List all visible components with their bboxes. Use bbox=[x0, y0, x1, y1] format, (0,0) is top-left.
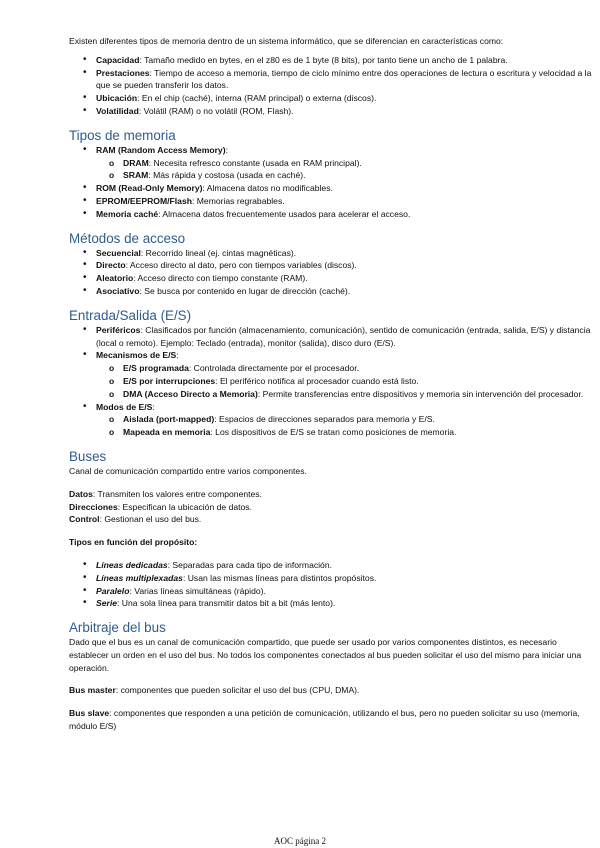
list-item: • Líneas dedicadas: Separadas para cada tipo de información. bbox=[69, 559, 592, 572]
list-item: • Modos de E/S: o Aislada (port-mapped): Espacios de direcciones separados para memoria y E/S. o Mapeada en memoria: Los dispositivos de E/S se tratan como posiciones de memoria. bbox=[69, 401, 592, 439]
io-mechanisms-sublist bbox=[69, 362, 592, 400]
bus-line-control: Control: Gestionan el uso del bus. bbox=[69, 514, 202, 525]
page-content bbox=[69, 35, 592, 733]
intro-paragraph: Existen diferentes tipos de memoria dentro de un sistema informático, que se diferencian en características como: bbox=[69, 36, 504, 46]
list-item: • Mecanismos de E/S: o E/S programada: Controlada directamente por el procesador. o E/S por interrupciones: El periférico notifica al procesador cuando está listo. o DMA (Acceso Directo a Memoria): Permite transferencias entre dispositivos y memoria sin intervención del procesador. bbox=[69, 349, 592, 400]
list-item: • Directo: Acceso directo al dato, pero con tiempos variables (discos). bbox=[69, 259, 592, 272]
bus-line-direcciones: Direcciones: Especifican la ubicación de datos. bbox=[69, 501, 252, 512]
list-item: • Asociativo: Se busca por contenido en lugar de dirección (caché). bbox=[69, 285, 592, 298]
list-item: • Aleatorio: Acceso directo con tiempo constante (RAM). bbox=[69, 272, 592, 285]
memory-types-list bbox=[69, 144, 592, 221]
page-footer: AOC página 2 bbox=[274, 836, 326, 846]
bus-types-title: Tipos en función del propósito: bbox=[69, 537, 198, 548]
list-item: o Aislada (port-mapped): Espacios de direcciones separados para memoria y E/S. bbox=[69, 413, 592, 426]
bus-line-datos: Datos: Transmiten los valores entre componentes. bbox=[69, 488, 262, 499]
bus-master-paragraph: Bus master: componentes que pueden solicitar el uso del bus (CPU, DMA). bbox=[69, 685, 360, 696]
heading-arbitraje-del-bus: Arbitraje del bus bbox=[69, 620, 166, 636]
list-item: • Ubicación: En el chip (caché), interna (RAM principal) o externa (discos). bbox=[69, 92, 592, 105]
access-methods-list bbox=[69, 247, 592, 298]
list-item: • Serie: Una sola línea para transmitir datos bit a bit (más lento). bbox=[69, 597, 592, 610]
list-item: • ROM (Read-Only Memory): Almacena datos no modificables. bbox=[69, 182, 592, 195]
list-item: • Memoria caché: Almacena datos frecuentemente usados para acelerar el acceso. bbox=[69, 208, 592, 221]
list-item: • Secuencial: Recorrido lineal (ej. cintas magnéticas). bbox=[69, 247, 592, 260]
heading-metodos-de-acceso: Métodos de acceso bbox=[69, 230, 186, 246]
arbitraje-paragraph: Dado que el bus es un canal de comunicación compartido, que puede ser usado por varios componentes distintos, es necesario establecer un orden en el uso del bus. No todos los componentes conectados al bus pueden solicitar el uso del mismo para iniciar una operación. bbox=[69, 637, 582, 673]
list-item: • Periféricos: Clasificados por función (almacenamiento, comunicación), sentido de comunicación (entrada, salida, E/S) y distancia (local o remoto). Ejemplo: Teclado (entrada), monitor (salida), disco duro (E/S). bbox=[69, 324, 592, 350]
io-list bbox=[69, 324, 592, 439]
list-item: o DMA (Acceso Directo a Memoria): Permite transferencias entre dispositivos y memoria sin intervención del procesador. bbox=[69, 388, 592, 401]
ram-sublist bbox=[69, 157, 592, 183]
list-item: o E/S programada: Controlada directamente por el procesador. bbox=[69, 362, 592, 375]
bus-slave-paragraph: Bus slave: componentes que responden a una petición de comunicación, utilizando el bus, pero no pueden solicitar su uso (memoria, módulo E/S) bbox=[69, 708, 580, 732]
bus-types-list bbox=[69, 559, 592, 610]
list-item: • RAM (Random Access Memory): o DRAM: Necesita refresco constante (usada en RAM principal). o SRAM: Más rápida y costosa (usada en caché). bbox=[69, 144, 592, 182]
io-modes-sublist bbox=[69, 413, 592, 439]
list-item: • Paralelo: Varias líneas simultáneas (rápido). bbox=[69, 585, 592, 598]
characteristics-list bbox=[69, 54, 592, 118]
list-item: • Prestaciones: Tiempo de acceso a memoria, tiempo de ciclo mínimo entre dos operaciones de lectura o escritura y velocidad a la que se pueden transferir los datos. bbox=[69, 67, 592, 93]
heading-entrada-salida: Entrada/Salida (E/S) bbox=[69, 307, 192, 323]
list-item: • Volatilidad: Volátil (RAM) o no volátil (ROM, Flash). bbox=[69, 105, 592, 118]
heading-buses: Buses bbox=[69, 448, 107, 464]
list-item: • EPROM/EEPROM/Flash: Memorias regrabables. bbox=[69, 195, 592, 208]
list-item: o SRAM: Más rápida y costosa (usada en caché). bbox=[69, 169, 592, 182]
list-item: o Mapeada en memoria: Los dispositivos de E/S se tratan como posiciones de memoria. bbox=[69, 426, 592, 439]
list-item: • Capacidad: Tamaño medido en bytes, en el z80 es de 1 byte (8 bits), por tanto tiene un ancho de 1 palabra. bbox=[69, 54, 592, 67]
list-item: o DRAM: Necesita refresco constante (usada en RAM principal). bbox=[69, 157, 592, 170]
heading-tipos-de-memoria: Tipos de memoria bbox=[69, 127, 176, 143]
list-item: o E/S por interrupciones: El periférico notifica al procesador cuando está listo. bbox=[69, 375, 592, 388]
list-item: • Líneas multiplexadas: Usan las mismas líneas para distintos propósitos. bbox=[69, 572, 592, 585]
buses-intro: Canal de comunicación compartido entre varios componentes. bbox=[69, 465, 307, 476]
